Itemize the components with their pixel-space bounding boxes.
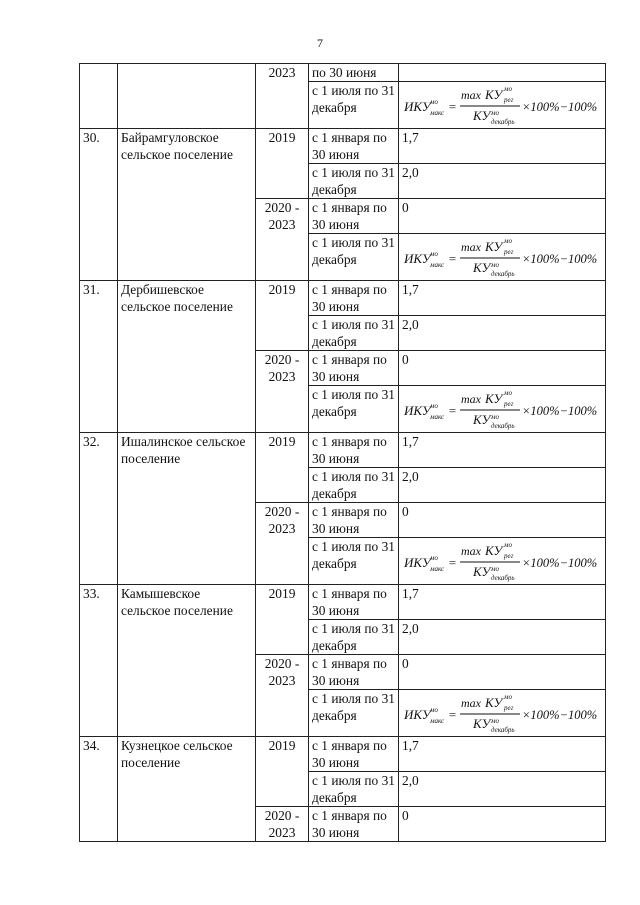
- formula: [402, 234, 600, 280]
- formula-lhs-sup: мо: [430, 706, 438, 714]
- formula-den-sup: мо: [491, 413, 499, 421]
- formula-den-sup: мо: [491, 565, 499, 573]
- settlement-name: Байрамгуловское сельское поселение: [118, 129, 256, 281]
- formula-num-sub: рег: [504, 704, 514, 712]
- formula-num-main: КУ: [485, 87, 503, 102]
- formula: [402, 82, 600, 128]
- tariff-table: [79, 63, 606, 842]
- period-cell: с 1 января по 30 июня: [309, 737, 399, 772]
- period-cell: с 1 января по 30 июня: [309, 199, 399, 234]
- name-cell: [118, 64, 256, 129]
- value-cell: 2,0: [399, 164, 606, 199]
- table-row: [80, 129, 606, 164]
- value-cell: 2,0: [399, 316, 606, 351]
- formula-den-main: КУ: [473, 716, 491, 731]
- formula-num-sub: рег: [504, 400, 514, 408]
- year-cell: 2019: [256, 433, 309, 503]
- period-cell: с 1 июля по 31 декабря: [309, 234, 399, 281]
- value-formula-cell: [399, 82, 606, 129]
- formula-num-sup: мо: [504, 85, 512, 93]
- period-cell: с 1 июля по 31 декабря: [309, 620, 399, 655]
- period-cell: с 1 июля по 31 декабря: [309, 82, 399, 129]
- formula-den-sup: мо: [491, 717, 499, 725]
- period-cell: с 1 июля по 31 декабря: [309, 772, 399, 807]
- period-cell: с 1 июля по 31 декабря: [309, 164, 399, 199]
- formula-lhs-sup: мо: [430, 98, 438, 106]
- formula-num-sub: рег: [504, 552, 514, 560]
- formula-num-main: КУ: [485, 391, 503, 406]
- svg-text:=: =: [448, 251, 457, 266]
- formula-den-sub: декабрь: [491, 726, 515, 734]
- period-cell: с 1 января по 30 июня: [309, 281, 399, 316]
- year-cell: 2020 - 2023: [256, 655, 309, 737]
- table-row: [80, 64, 606, 82]
- value-cell: [399, 64, 606, 82]
- formula-lhs-sub: макс: [430, 413, 445, 421]
- period-cell: с 1 июля по 31 декабря: [309, 316, 399, 351]
- svg-text:=: =: [448, 403, 457, 418]
- formula-den-main: КУ: [473, 260, 491, 275]
- svg-text:=: =: [448, 99, 457, 114]
- value-formula-cell: [399, 538, 606, 585]
- formula-lhs-main: ИКУ: [404, 707, 431, 722]
- value-cell: 0: [399, 807, 606, 842]
- year-cell: 2019: [256, 129, 309, 199]
- settlement-name: Камышевское сельское поселение: [118, 585, 256, 737]
- formula-den-sub: декабрь: [491, 270, 515, 278]
- formula: [402, 538, 600, 584]
- value-cell: 2,0: [399, 620, 606, 655]
- year-cell: 2023: [256, 64, 309, 129]
- entry-number: 32.: [80, 433, 118, 585]
- formula-lhs-sub: макс: [430, 261, 445, 269]
- settlement-name: Кузнецкое сельское поселение: [118, 737, 256, 842]
- formula-lhs-sup: мо: [430, 554, 438, 562]
- formula: [402, 690, 600, 736]
- year-cell: 2020 - 2023: [256, 199, 309, 281]
- formula-den-sup: мо: [491, 261, 499, 269]
- value-cell: 1,7: [399, 737, 606, 772]
- year-cell: 2020 - 2023: [256, 503, 309, 585]
- period-cell: с 1 января по 30 июня: [309, 585, 399, 620]
- formula-lhs-sub: макс: [430, 565, 445, 573]
- formula-tail: ×100%−100%: [522, 708, 598, 722]
- period-cell: с 1 января по 30 июня: [309, 503, 399, 538]
- formula-den-sub: декабрь: [491, 118, 515, 126]
- year-cell: 2019: [256, 737, 309, 807]
- year-cell: 2020 - 2023: [256, 351, 309, 433]
- formula-lhs-sup: мо: [430, 250, 438, 258]
- entry-number: 31.: [80, 281, 118, 433]
- period-cell: с 1 июля по 31 декабря: [309, 386, 399, 433]
- period-cell: с 1 июля по 31 декабря: [309, 690, 399, 737]
- value-cell: 0: [399, 199, 606, 234]
- formula-num-sup: мо: [504, 693, 512, 701]
- formula-num-sup: мо: [504, 541, 512, 549]
- svg-text:=: =: [448, 555, 457, 570]
- formula-num-sub: рег: [504, 248, 514, 256]
- period-cell: с 1 января по 30 июня: [309, 129, 399, 164]
- value-cell: 2,0: [399, 468, 606, 503]
- svg-text:=: =: [448, 707, 457, 722]
- year-cell: 2019: [256, 585, 309, 655]
- value-cell: 0: [399, 655, 606, 690]
- formula-lhs-sub: макс: [430, 717, 445, 725]
- formula-num-prefix: max: [461, 696, 481, 710]
- formula-tail: ×100%−100%: [522, 100, 598, 114]
- period-cell: с 1 января по 30 июня: [309, 807, 399, 842]
- formula-lhs-main: ИКУ: [404, 251, 431, 266]
- formula-lhs-main: ИКУ: [404, 99, 431, 114]
- value-formula-cell: [399, 690, 606, 737]
- formula-tail: ×100%−100%: [522, 404, 598, 418]
- formula-lhs-sub: макс: [430, 109, 445, 117]
- formula-den-sub: декабрь: [491, 574, 515, 582]
- formula-num-main: КУ: [485, 239, 503, 254]
- year-cell: 2019: [256, 281, 309, 351]
- formula-num-prefix: max: [461, 88, 481, 102]
- entry-number: 33.: [80, 585, 118, 737]
- formula-num-prefix: max: [461, 544, 481, 558]
- table-body: [80, 64, 606, 842]
- formula-den-main: КУ: [473, 108, 491, 123]
- entry-number: 34.: [80, 737, 118, 842]
- formula-num-sup: мо: [504, 237, 512, 245]
- value-cell: 1,7: [399, 585, 606, 620]
- formula-num-sup: мо: [504, 389, 512, 397]
- period-cell: с 1 января по 30 июня: [309, 655, 399, 690]
- formula-den-sub: декабрь: [491, 422, 515, 430]
- value-formula-cell: [399, 234, 606, 281]
- table-row: [80, 281, 606, 316]
- value-cell: 1,7: [399, 433, 606, 468]
- value-cell: 1,7: [399, 129, 606, 164]
- formula-num-sub: рег: [504, 96, 514, 104]
- formula-num-main: КУ: [485, 543, 503, 558]
- period-cell: по 30 июня: [309, 64, 399, 82]
- table-row: [80, 737, 606, 772]
- entry-number: 30.: [80, 129, 118, 281]
- page-number: 7: [317, 36, 323, 50]
- formula-den-main: КУ: [473, 412, 491, 427]
- formula-lhs-main: ИКУ: [404, 555, 431, 570]
- value-cell: 0: [399, 503, 606, 538]
- value-cell: 2,0: [399, 772, 606, 807]
- formula-tail: ×100%−100%: [522, 252, 598, 266]
- value-formula-cell: [399, 386, 606, 433]
- formula-den-main: КУ: [473, 564, 491, 579]
- table-row: [80, 433, 606, 468]
- formula: [402, 386, 600, 432]
- value-cell: 0: [399, 351, 606, 386]
- settlement-name: Ишалинское сельское поселение: [118, 433, 256, 585]
- formula-num-prefix: max: [461, 392, 481, 406]
- value-cell: 1,7: [399, 281, 606, 316]
- formula-lhs-main: ИКУ: [404, 403, 431, 418]
- period-cell: с 1 января по 30 июня: [309, 433, 399, 468]
- formula-tail: ×100%−100%: [522, 556, 598, 570]
- table-row: [80, 585, 606, 620]
- period-cell: с 1 июля по 31 декабря: [309, 468, 399, 503]
- formula-num-main: КУ: [485, 695, 503, 710]
- period-cell: с 1 июля по 31 декабря: [309, 538, 399, 585]
- period-cell: с 1 января по 30 июня: [309, 351, 399, 386]
- formula-den-sup: мо: [491, 109, 499, 117]
- num-cell: [80, 64, 118, 129]
- year-cell: 2020 - 2023: [256, 807, 309, 842]
- formula-lhs-sup: мо: [430, 402, 438, 410]
- settlement-name: Дербишевское сельское поселение: [118, 281, 256, 433]
- formula-num-prefix: max: [461, 240, 481, 254]
